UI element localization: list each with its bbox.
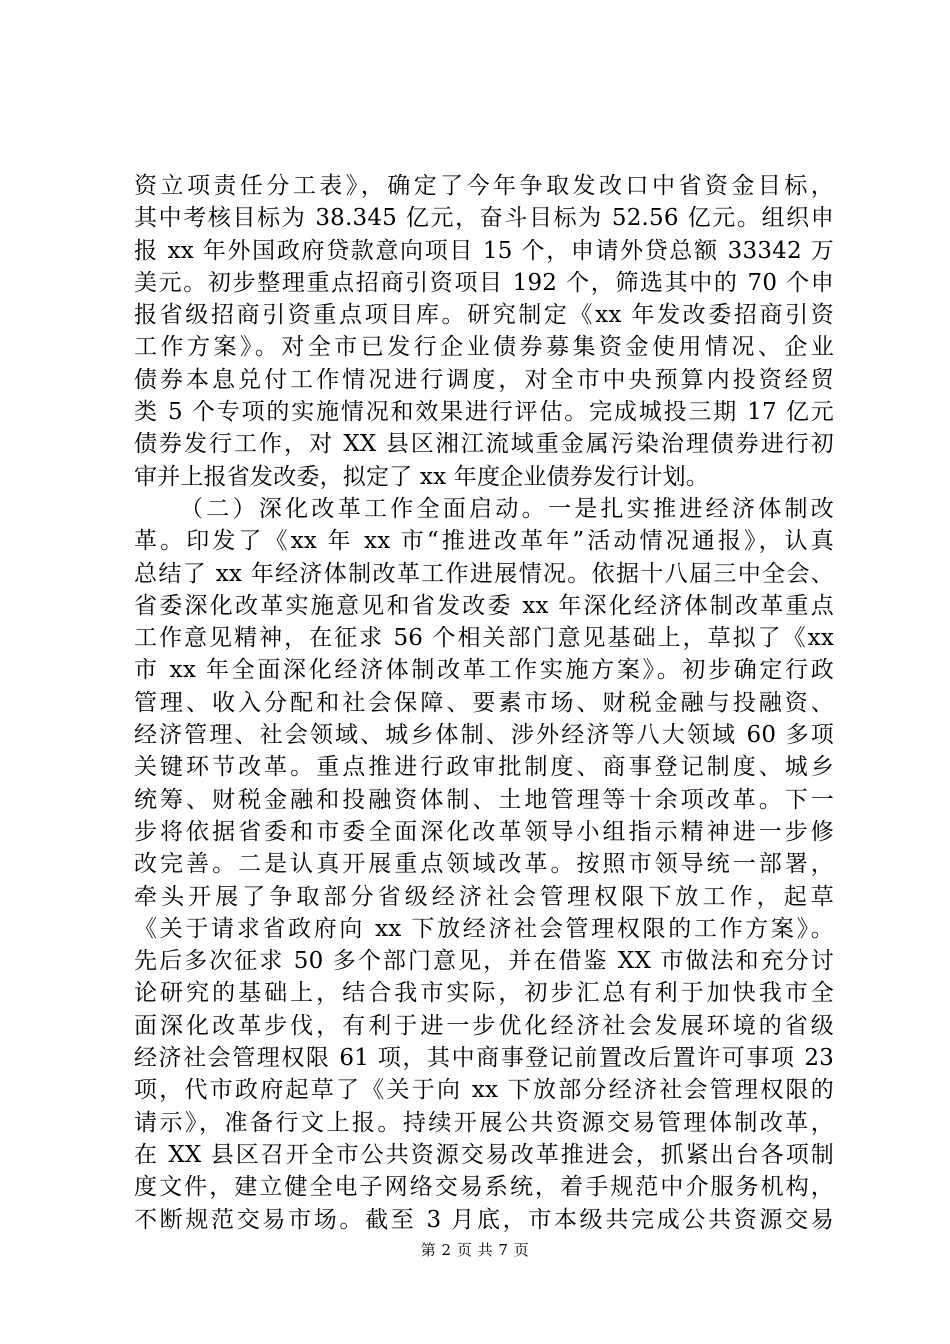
text-line: 报 xx 年外国政府贷款意向项目 15 个，申请外贷总额 33342 万 [134, 237, 834, 264]
text-line: 牵头开展了争取部分省级经济社会管理权限下放工作，起草 [134, 883, 834, 910]
text-line: 审并上报省发改委，拟定了 xx 年度企业债券发行计划。 [134, 463, 709, 490]
text-line: 美元。初步整理重点招商引资项目 192 个，筛选其中的 70 个申 [134, 269, 834, 296]
text-line: 统筹、财税金融和投融资体制、土地管理等十余项改革。下一 [134, 786, 834, 813]
body-text [134, 170, 834, 1236]
text-line: 报省级招商引资重点项目库。研究制定《xx 年发改委招商引资 [134, 302, 834, 329]
text-line: 《关于请求省政府向 xx 下放经济社会管理权限的工作方案》。 [134, 915, 834, 942]
text-line: 管理、收入分配和社会保障、要素市场、财税金融与投融资、 [134, 689, 834, 716]
text-line: 类 5 个专项的实施情况和效果进行评估。完成城投三期 17 亿元 [134, 399, 834, 426]
text-line: （二）深化改革工作全面启动。一是扎实推进经济体制改 [180, 495, 834, 522]
text-line: 面深化改革步伐，有利于进一步优化经济社会发展环境的省级 [134, 1012, 834, 1039]
text-line: 请示》，准备行文上报。持续开展公共资源交易管理体制改革， [134, 1109, 834, 1136]
text-line: 市 xx 年全面深化经济体制改革工作实施方案》。初步确定行政 [134, 657, 834, 684]
text-line: 经济管理、社会领域、城乡体制、涉外经济等八大领域 60 多项 [134, 722, 834, 749]
text-line: 工作方案》。对全市已发行企业债券募集资金使用情况、企业 [134, 334, 834, 361]
text-line: 革。印发了《xx 年 xx 市“推进改革年”活动情况通报》，认真 [134, 528, 834, 555]
text-line: 经济社会管理权限 61 项，其中商事登记前置改后置许可事项 23 [134, 1045, 834, 1072]
text-line: 省委深化改革实施意见和省发改委 xx 年深化经济体制改革重点 [134, 592, 834, 619]
text-line: 关键环节改革。重点推进行政审批制度、商事登记制度、城乡 [134, 754, 834, 781]
text-line: 资立项责任分工表》，确定了今年争取发改口中省资金目标， [134, 173, 834, 199]
page-footer: 第 2 页 共 7 页 [420, 1241, 530, 1259]
text-line: 工作意见精神，在征求 56 个相关部门意见基础上，草拟了《xx [134, 625, 834, 652]
text-line: 改完善。二是认真开展重点领域改革。按照市领导统一部署， [134, 851, 834, 878]
text-line: 其中考核目标为 38.345 亿元，奋斗目标为 52.56 亿元。组织申 [134, 205, 834, 232]
text-line: 项，代市政府起草了《关于向 xx 下放部分经济社会管理权限的 [134, 1077, 834, 1104]
text-line: 论研究的基础上，结合我市实际，初步汇总有利于加快我市全 [134, 980, 834, 1007]
text-line: 在 XX 县区召开全市公共资源交易改革推进会，抓紧出台各项制 [134, 1141, 834, 1168]
text-line: 不断规范交易市场。截至 3 月底，市本级共完成公共资源交易 [134, 1206, 834, 1233]
text-line: 步将依据省委和市委全面深化改革领导小组指示精神进一步修 [134, 818, 834, 845]
text-line: 债券本息兑付工作情况进行调度，对全市中央预算内投资经贸 [134, 366, 834, 393]
text-line: 债券发行工作，对 XX 县区湘江流域重金属污染治理债券进行初 [134, 431, 834, 458]
text-line: 总结了 xx 年经济体制改革工作进展情况。依据十八届三中全会、 [134, 560, 834, 587]
text-line: 度文件，建立健全电子网络交易系统，着手规范中介服务机构， [134, 1174, 834, 1201]
text-line: 先后多次征求 50 多个部门意见，并在借鉴 XX 市做法和充分讨 [134, 948, 834, 975]
